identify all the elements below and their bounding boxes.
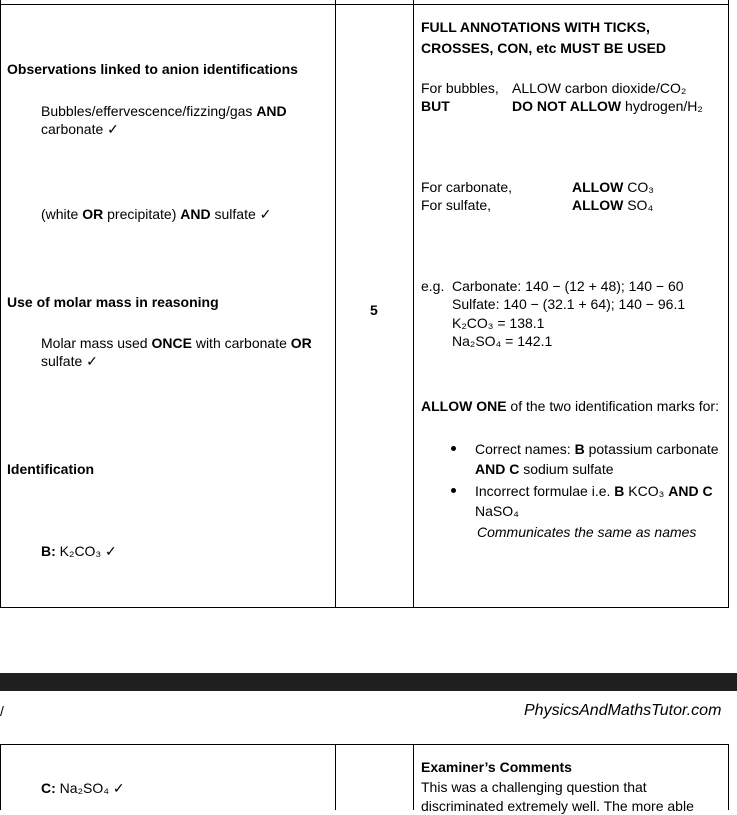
b-formula: K₂CO₃ ✓ [55,543,117,559]
for-sulfate-label: For sulfate, [421,197,492,213]
calc-na2so4: Na₂SO₄ = 142.1 [452,333,553,349]
or-keyword: OR [82,206,104,222]
annotation-instruction-line1: FULL ANNOTATIONS WITH TICKS, [421,19,650,35]
table1-top-border [0,4,729,5]
table2-divider-1 [335,744,336,810]
site-watermark: PhysicsAndMathsTutor.com [524,702,722,719]
allow-one-line [421,397,719,415]
examiner-comment-line2: discriminated extremely well. The more able [421,798,694,814]
bullet2-line2: NaSO₄ [475,503,519,519]
table2-right-border [728,744,729,810]
heading-identification: Identification [7,461,95,477]
communicates-note: Communicates the same as names [477,524,697,540]
do-not-allow [512,97,703,115]
once-keyword: ONCE [151,335,192,351]
allow-so4 [572,196,653,214]
allow-one-keyword: ALLOW ONE [421,398,507,414]
annotation-instruction-line2: CROSSES, CON, etc MUST BE USED [421,40,667,56]
allow-co3 [572,178,654,196]
identification-c [41,779,125,797]
for-bubbles-label: For bubbles, [421,80,499,96]
dna-rest: hydrogen/H₂ [621,98,703,114]
bullet1-l2-rest: sodium sulfate [519,461,614,477]
calc-carbonate: Carbonate: 140 − (12 + 48); 140 − 60 [452,278,684,294]
page-break-bar [0,673,737,691]
or-keyword: OR [290,335,312,351]
bullet1-text-c: potassium carbonate [584,441,719,457]
bullet1-line1 [475,440,719,458]
examiner-comment-line1: This was a challenging question that [421,779,647,795]
b-label: B: [41,543,56,559]
table1-bottom-border [0,607,729,608]
calc-k2co3: K₂CO₃ = 138.1 [452,315,545,331]
carbonate-observation-line2: carbonate ✓ [41,121,119,137]
bullet1-b: B [574,441,585,457]
bullet1-text-a: Correct names: [475,441,575,457]
molar-mass-line1 [41,334,312,352]
for-carbonate-label: For carbonate, [421,179,513,195]
bullet1-line2 [475,460,614,478]
molar-text-a: Molar mass used [41,335,152,351]
footer-left-mark: / [0,703,4,719]
carbonate-text: Bubbles/effervescence/fizzing/gas [41,103,257,119]
c-label: C: [41,780,56,796]
table2-divider-2 [413,744,414,810]
and-keyword: AND [256,103,287,119]
sulfate-observation [41,205,271,223]
allow-keyword: ALLOW [572,197,624,213]
marks-value: 5 [370,302,378,318]
co3-text: CO₃ [623,179,654,195]
carbonate-observation-line1 [41,102,287,120]
sulfate-mid: precipitate) [103,206,181,222]
table2-left-border [0,744,1,810]
so4-text: SO₄ [623,197,654,213]
table1-divider-1 [335,0,336,608]
heading-anion-observations: Observations linked to anion identifications [7,61,298,77]
molar-text-b: with carbonate [191,335,291,351]
but-label: BUT [421,98,450,114]
molar-mass-line2: sulfate ✓ [41,353,98,369]
sulfate-end: sulfate ✓ [210,206,272,222]
allow-one-rest: of the two identification marks for: [506,398,719,414]
heading-molar-mass: Use of molar mass in reasoning [7,294,219,310]
eg-label: e.g. [421,278,445,294]
calc-sulfate: Sulfate: 140 − (32.1 + 64); 140 − 96.1 [452,296,686,312]
bullet2-line1 [475,482,713,500]
sulfate-open: (white [41,206,83,222]
table1-left-border [0,0,1,608]
table1-right-border [728,0,729,608]
dna-keyword: DO NOT ALLOW [512,98,622,114]
table2-top-border [0,744,729,745]
allow-keyword: ALLOW [572,179,624,195]
bullet2-text-a: Incorrect formulae i.e. [475,483,615,499]
and-keyword: AND [180,206,211,222]
bubbles-allow: ALLOW carbon dioxide/CO₂ [512,80,687,96]
examiner-comments-heading: Examiner’s Comments [421,759,572,775]
identification-b [41,542,117,560]
table1-divider-2 [413,0,414,608]
bullet2-and-c: AND C [668,483,713,499]
bullet-icon [451,446,456,451]
bullet-icon [451,488,456,493]
bullet2-b: B [614,483,625,499]
bullet1-and-c: AND C [475,461,520,477]
bullet2-text-c: KCO₃ [624,483,669,499]
c-formula: Na₂SO₄ ✓ [55,780,125,796]
